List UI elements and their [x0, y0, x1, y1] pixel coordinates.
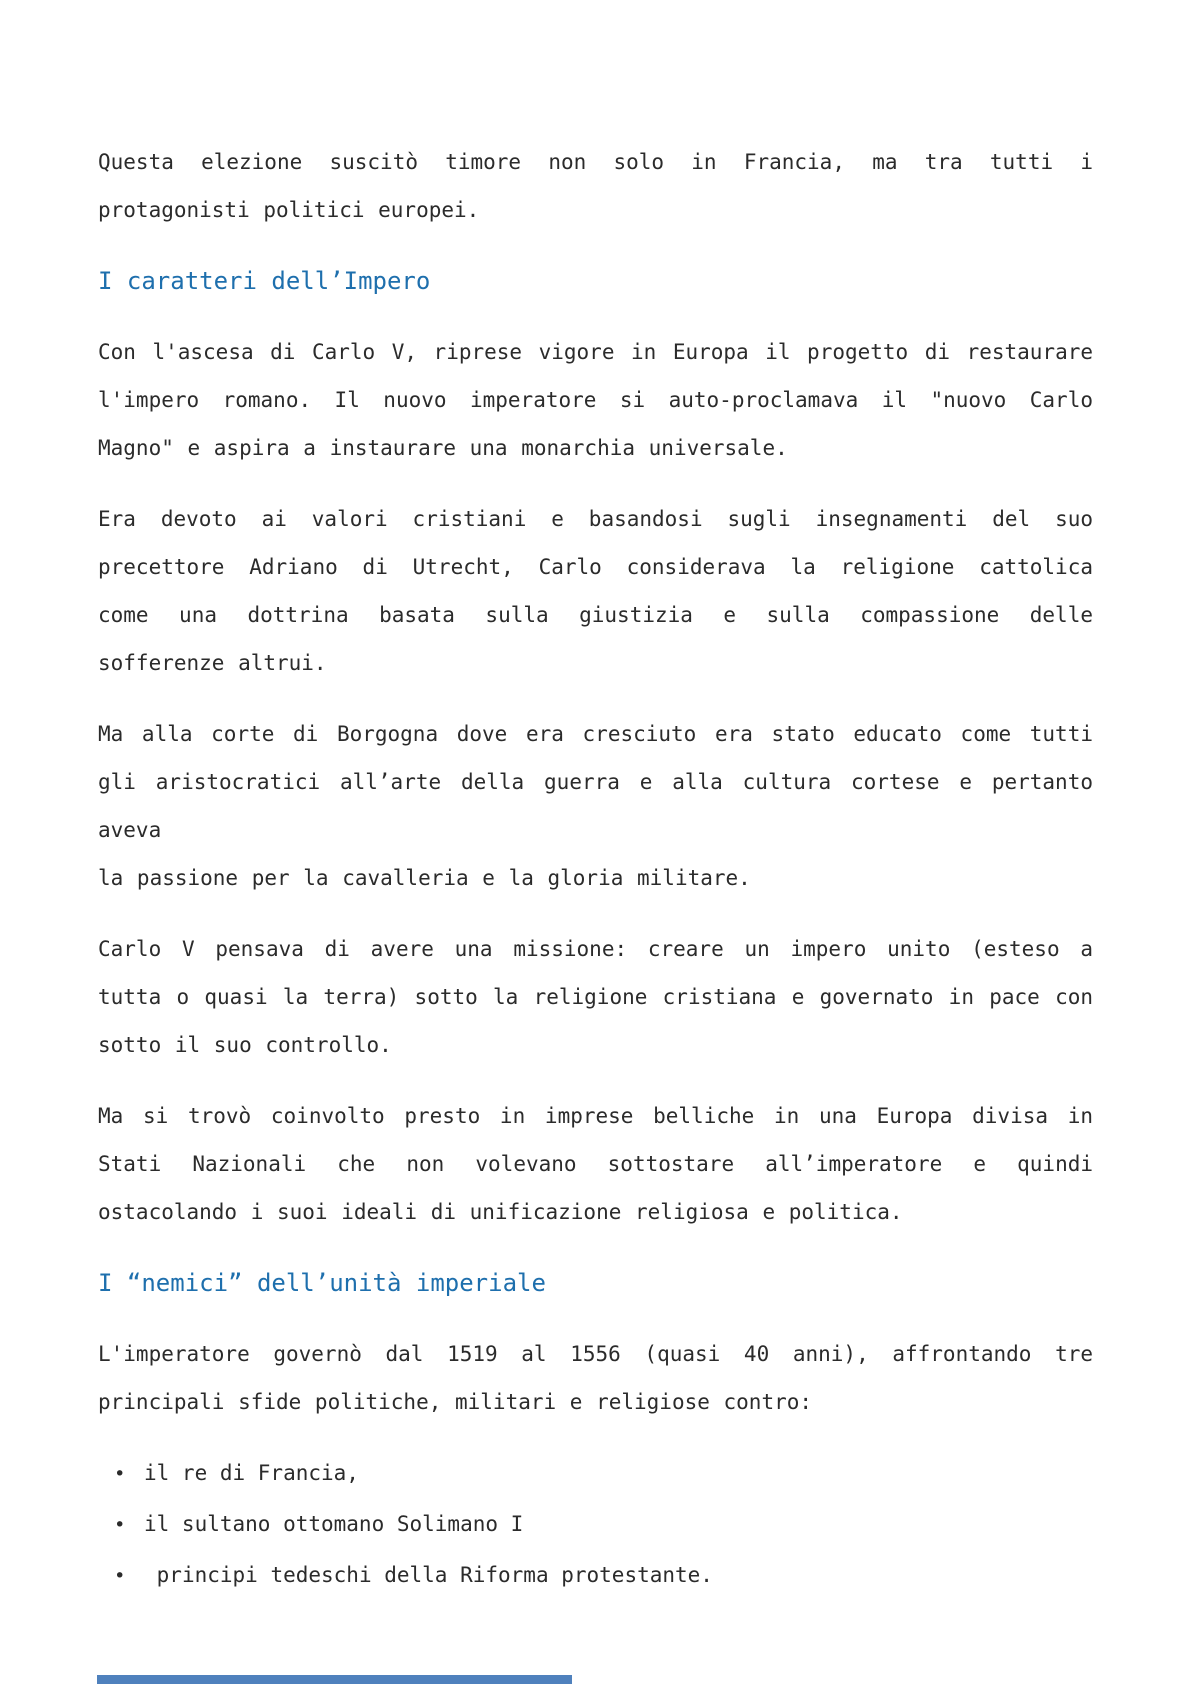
- bullet-icon: •: [114, 1463, 126, 1485]
- document-body: [98, 138, 1093, 1623]
- bullet-icon: •: [114, 1514, 126, 1536]
- text-line: l'impero romano. Il nuovo imperatore si auto-proclamava il "nuovo Carlo: [98, 388, 1093, 412]
- section-heading: I “nemici” dell’unità imperiale: [98, 1269, 546, 1297]
- list-item: [98, 1449, 1093, 1498]
- paragraph: [98, 925, 1093, 1069]
- paragraph: [98, 1330, 1093, 1426]
- paragraph: [98, 1092, 1093, 1236]
- paragraph: [98, 710, 1093, 902]
- text-line: ostacolando i suoi ideali di unificazione religiosa e politica.: [98, 1200, 903, 1224]
- text-line: sofferenze altrui.: [98, 651, 327, 675]
- text-line: come una dottrina basata sulla giustizia e sulla compassione delle: [98, 603, 1093, 627]
- text-line: principali sfide politiche, militari e religiose contro:: [98, 1390, 813, 1414]
- bullet-icon: •: [114, 1565, 126, 1587]
- bullet-list: [98, 1449, 1093, 1600]
- section-heading: I caratteri dell’Impero: [98, 267, 431, 295]
- text-line: Ma alla corte di Borgogna dove era cresciuto era stato educato come tutti: [98, 722, 1093, 746]
- text-line: gli aristocratici all’arte della guerra e alla cultura cortese e pertanto aveva: [98, 770, 1093, 842]
- text-line: tutta o quasi la terra) sotto la religione cristiana e governato in pace con: [98, 985, 1093, 1009]
- text-line: la passione per la cavalleria e la gloria militare.: [98, 866, 751, 890]
- text-line: sotto il suo controllo.: [98, 1033, 392, 1057]
- text-line: L'imperatore governò dal 1519 al 1556 (quasi 40 anni), affrontando tre: [98, 1342, 1093, 1366]
- bullet-item-label: il sultano ottomano Solimano I: [144, 1512, 524, 1536]
- bullet-item-label: il re di Francia,: [144, 1461, 359, 1485]
- paragraph: [98, 138, 1093, 234]
- text-line: Questa elezione suscitò timore non solo in Francia, ma tra tutti i: [98, 150, 1093, 174]
- cut-off-blue-block: [97, 1675, 572, 1684]
- text-line: precettore Adriano di Utrecht, Carlo considerava la religione cattolica: [98, 555, 1093, 579]
- paragraph: [98, 495, 1093, 687]
- text-line: protagonisti politici europei.: [98, 198, 480, 222]
- paragraph: [98, 328, 1093, 472]
- text-line: Magno" e aspira a instaurare una monarchia universale.: [98, 436, 788, 460]
- bullet-item-label: principi tedeschi della Riforma protestante.: [144, 1563, 713, 1587]
- text-line: Era devoto ai valori cristiani e basandosi sugli insegnamenti del suo: [98, 507, 1093, 531]
- text-line: Stati Nazionali che non volevano sottostare all’imperatore e quindi: [98, 1152, 1093, 1176]
- list-item: [98, 1551, 1093, 1600]
- text-line: Con l'ascesa di Carlo V, riprese vigore in Europa il progetto di restaurare: [98, 340, 1093, 364]
- text-line: Ma si trovò coinvolto presto in imprese belliche in una Europa divisa in: [98, 1104, 1093, 1128]
- list-item: [98, 1500, 1093, 1549]
- text-line: Carlo V pensava di avere una missione: creare un impero unito (esteso a: [98, 937, 1093, 961]
